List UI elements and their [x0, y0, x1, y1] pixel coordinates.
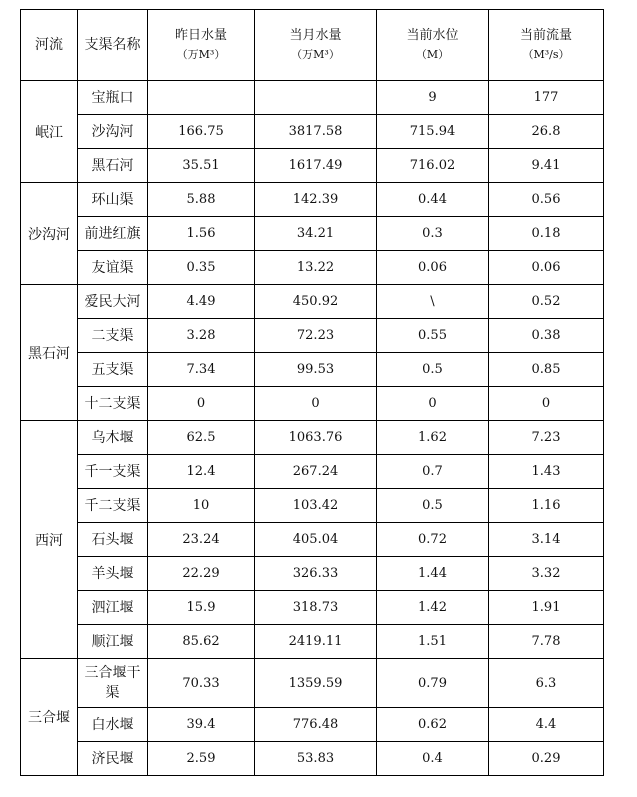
level-cell: 0.79 [377, 659, 489, 708]
table-row [21, 353, 604, 387]
table-row [21, 455, 604, 489]
level-cell: 9 [377, 81, 489, 115]
table-row [21, 387, 604, 421]
flow-cell: 0.18 [489, 217, 604, 251]
header-level-unit: （M） [415, 48, 450, 61]
table-row [21, 285, 604, 319]
flow-cell: 6.3 [489, 659, 604, 708]
flow-cell: 1.43 [489, 455, 604, 489]
header-yesterday [148, 10, 255, 81]
header-branch: 支渠名称 [78, 10, 148, 81]
header-level-label: 当前水位 [406, 28, 459, 43]
table-row [21, 708, 604, 742]
yesterday-cell: 22.29 [148, 557, 255, 591]
header-flow-label: 当前流量 [519, 28, 572, 43]
table-row [21, 217, 604, 251]
branch-cell: 泗江堰 [78, 591, 148, 625]
level-cell: 1.51 [377, 625, 489, 659]
month-cell: 326.33 [255, 557, 377, 591]
branch-cell: 五支渠 [78, 353, 148, 387]
table-row [21, 625, 604, 659]
yesterday-cell: 3.28 [148, 319, 255, 353]
table-row [21, 742, 604, 776]
yesterday-cell: 0.35 [148, 251, 255, 285]
flow-cell: 1.91 [489, 591, 604, 625]
table-row [21, 557, 604, 591]
header-month [255, 10, 377, 81]
level-cell: 1.42 [377, 591, 489, 625]
header-month-unit: （万M³） [291, 48, 340, 61]
level-cell: 0.5 [377, 489, 489, 523]
month-cell: 318.73 [255, 591, 377, 625]
flow-cell: 1.16 [489, 489, 604, 523]
yesterday-cell: 12.4 [148, 455, 255, 489]
month-cell: 72.23 [255, 319, 377, 353]
table-row [21, 489, 604, 523]
yesterday-cell: 35.51 [148, 149, 255, 183]
level-cell: 716.02 [377, 149, 489, 183]
table-row [21, 115, 604, 149]
flow-cell: 0 [489, 387, 604, 421]
flow-cell: 0.38 [489, 319, 604, 353]
month-cell: 142.39 [255, 183, 377, 217]
table-row [21, 591, 604, 625]
branch-cell: 三合堰干渠 [78, 659, 148, 708]
yesterday-cell: 2.59 [148, 742, 255, 776]
level-cell: 0.44 [377, 183, 489, 217]
water-data-table [20, 9, 604, 776]
level-cell: 1.44 [377, 557, 489, 591]
river-cell: 岷江 [21, 81, 78, 183]
yesterday-cell: 0 [148, 387, 255, 421]
yesterday-cell: 15.9 [148, 591, 255, 625]
level-cell: 0.72 [377, 523, 489, 557]
yesterday-cell: 39.4 [148, 708, 255, 742]
yesterday-cell: 62.5 [148, 421, 255, 455]
month-cell [255, 81, 377, 115]
river-cell: 黑石河 [21, 285, 78, 421]
river-cell: 三合堰 [21, 659, 78, 776]
month-cell: 3817.58 [255, 115, 377, 149]
flow-cell: 0.52 [489, 285, 604, 319]
month-cell: 1359.59 [255, 659, 377, 708]
table-body [21, 81, 604, 776]
flow-cell: 4.4 [489, 708, 604, 742]
branch-cell: 宝瓶口 [78, 81, 148, 115]
header-river: 河流 [21, 10, 78, 81]
level-cell: 0.06 [377, 251, 489, 285]
table-row [21, 183, 604, 217]
level-cell: 0.5 [377, 353, 489, 387]
level-cell: 0 [377, 387, 489, 421]
flow-cell: 26.8 [489, 115, 604, 149]
month-cell: 2419.11 [255, 625, 377, 659]
branch-cell: 千二支渠 [78, 489, 148, 523]
branch-cell: 友谊渠 [78, 251, 148, 285]
yesterday-cell: 23.24 [148, 523, 255, 557]
branch-cell: 十二支渠 [78, 387, 148, 421]
level-cell: \ [377, 285, 489, 319]
branch-cell: 石头堰 [78, 523, 148, 557]
level-cell: 0.62 [377, 708, 489, 742]
yesterday-cell: 4.49 [148, 285, 255, 319]
flow-cell: 177 [489, 81, 604, 115]
branch-cell: 白水堰 [78, 708, 148, 742]
header-row [21, 10, 604, 81]
level-cell: 0.4 [377, 742, 489, 776]
header-flow-unit: （M³/s） [522, 48, 570, 61]
table-row [21, 659, 604, 708]
yesterday-cell: 70.33 [148, 659, 255, 708]
flow-cell: 3.14 [489, 523, 604, 557]
month-cell: 0 [255, 387, 377, 421]
level-cell: 0.3 [377, 217, 489, 251]
flow-cell: 0.29 [489, 742, 604, 776]
table-row [21, 421, 604, 455]
flow-cell: 7.78 [489, 625, 604, 659]
level-cell: 715.94 [377, 115, 489, 149]
month-cell: 13.22 [255, 251, 377, 285]
header-flow [489, 10, 604, 81]
flow-cell: 7.23 [489, 421, 604, 455]
yesterday-cell: 7.34 [148, 353, 255, 387]
flow-cell: 0.56 [489, 183, 604, 217]
month-cell: 34.21 [255, 217, 377, 251]
branch-cell: 乌木堰 [78, 421, 148, 455]
table-row [21, 523, 604, 557]
month-cell: 99.53 [255, 353, 377, 387]
branch-cell: 羊头堰 [78, 557, 148, 591]
branch-cell: 二支渠 [78, 319, 148, 353]
flow-cell: 0.85 [489, 353, 604, 387]
branch-cell: 前进红旗 [78, 217, 148, 251]
flow-cell: 9.41 [489, 149, 604, 183]
flow-cell: 0.06 [489, 251, 604, 285]
yesterday-cell: 5.88 [148, 183, 255, 217]
yesterday-cell: 85.62 [148, 625, 255, 659]
month-cell: 1063.76 [255, 421, 377, 455]
branch-cell: 顺江堰 [78, 625, 148, 659]
level-cell: 1.62 [377, 421, 489, 455]
yesterday-cell: 1.56 [148, 217, 255, 251]
branch-cell: 环山渠 [78, 183, 148, 217]
month-cell: 405.04 [255, 523, 377, 557]
month-cell: 1617.49 [255, 149, 377, 183]
month-cell: 267.24 [255, 455, 377, 489]
header-yesterday-unit: （万M³） [176, 48, 226, 61]
branch-cell: 爱民大河 [78, 285, 148, 319]
table-row [21, 251, 604, 285]
river-cell: 沙沟河 [21, 183, 78, 285]
level-cell: 0.7 [377, 455, 489, 489]
branch-cell: 济民堰 [78, 742, 148, 776]
header-level [377, 10, 489, 81]
table-row [21, 319, 604, 353]
month-cell: 103.42 [255, 489, 377, 523]
river-cell: 西河 [21, 421, 78, 659]
branch-cell: 黑石河 [78, 149, 148, 183]
yesterday-cell: 10 [148, 489, 255, 523]
table-row [21, 81, 604, 115]
yesterday-cell [148, 81, 255, 115]
branch-cell: 沙沟河 [78, 115, 148, 149]
level-cell: 0.55 [377, 319, 489, 353]
header-yesterday-label: 昨日水量 [174, 28, 227, 43]
table-row [21, 149, 604, 183]
yesterday-cell: 166.75 [148, 115, 255, 149]
branch-cell: 千一支渠 [78, 455, 148, 489]
month-cell: 53.83 [255, 742, 377, 776]
month-cell: 776.48 [255, 708, 377, 742]
month-cell: 450.92 [255, 285, 377, 319]
flow-cell: 3.32 [489, 557, 604, 591]
header-month-label: 当月水量 [289, 28, 342, 43]
